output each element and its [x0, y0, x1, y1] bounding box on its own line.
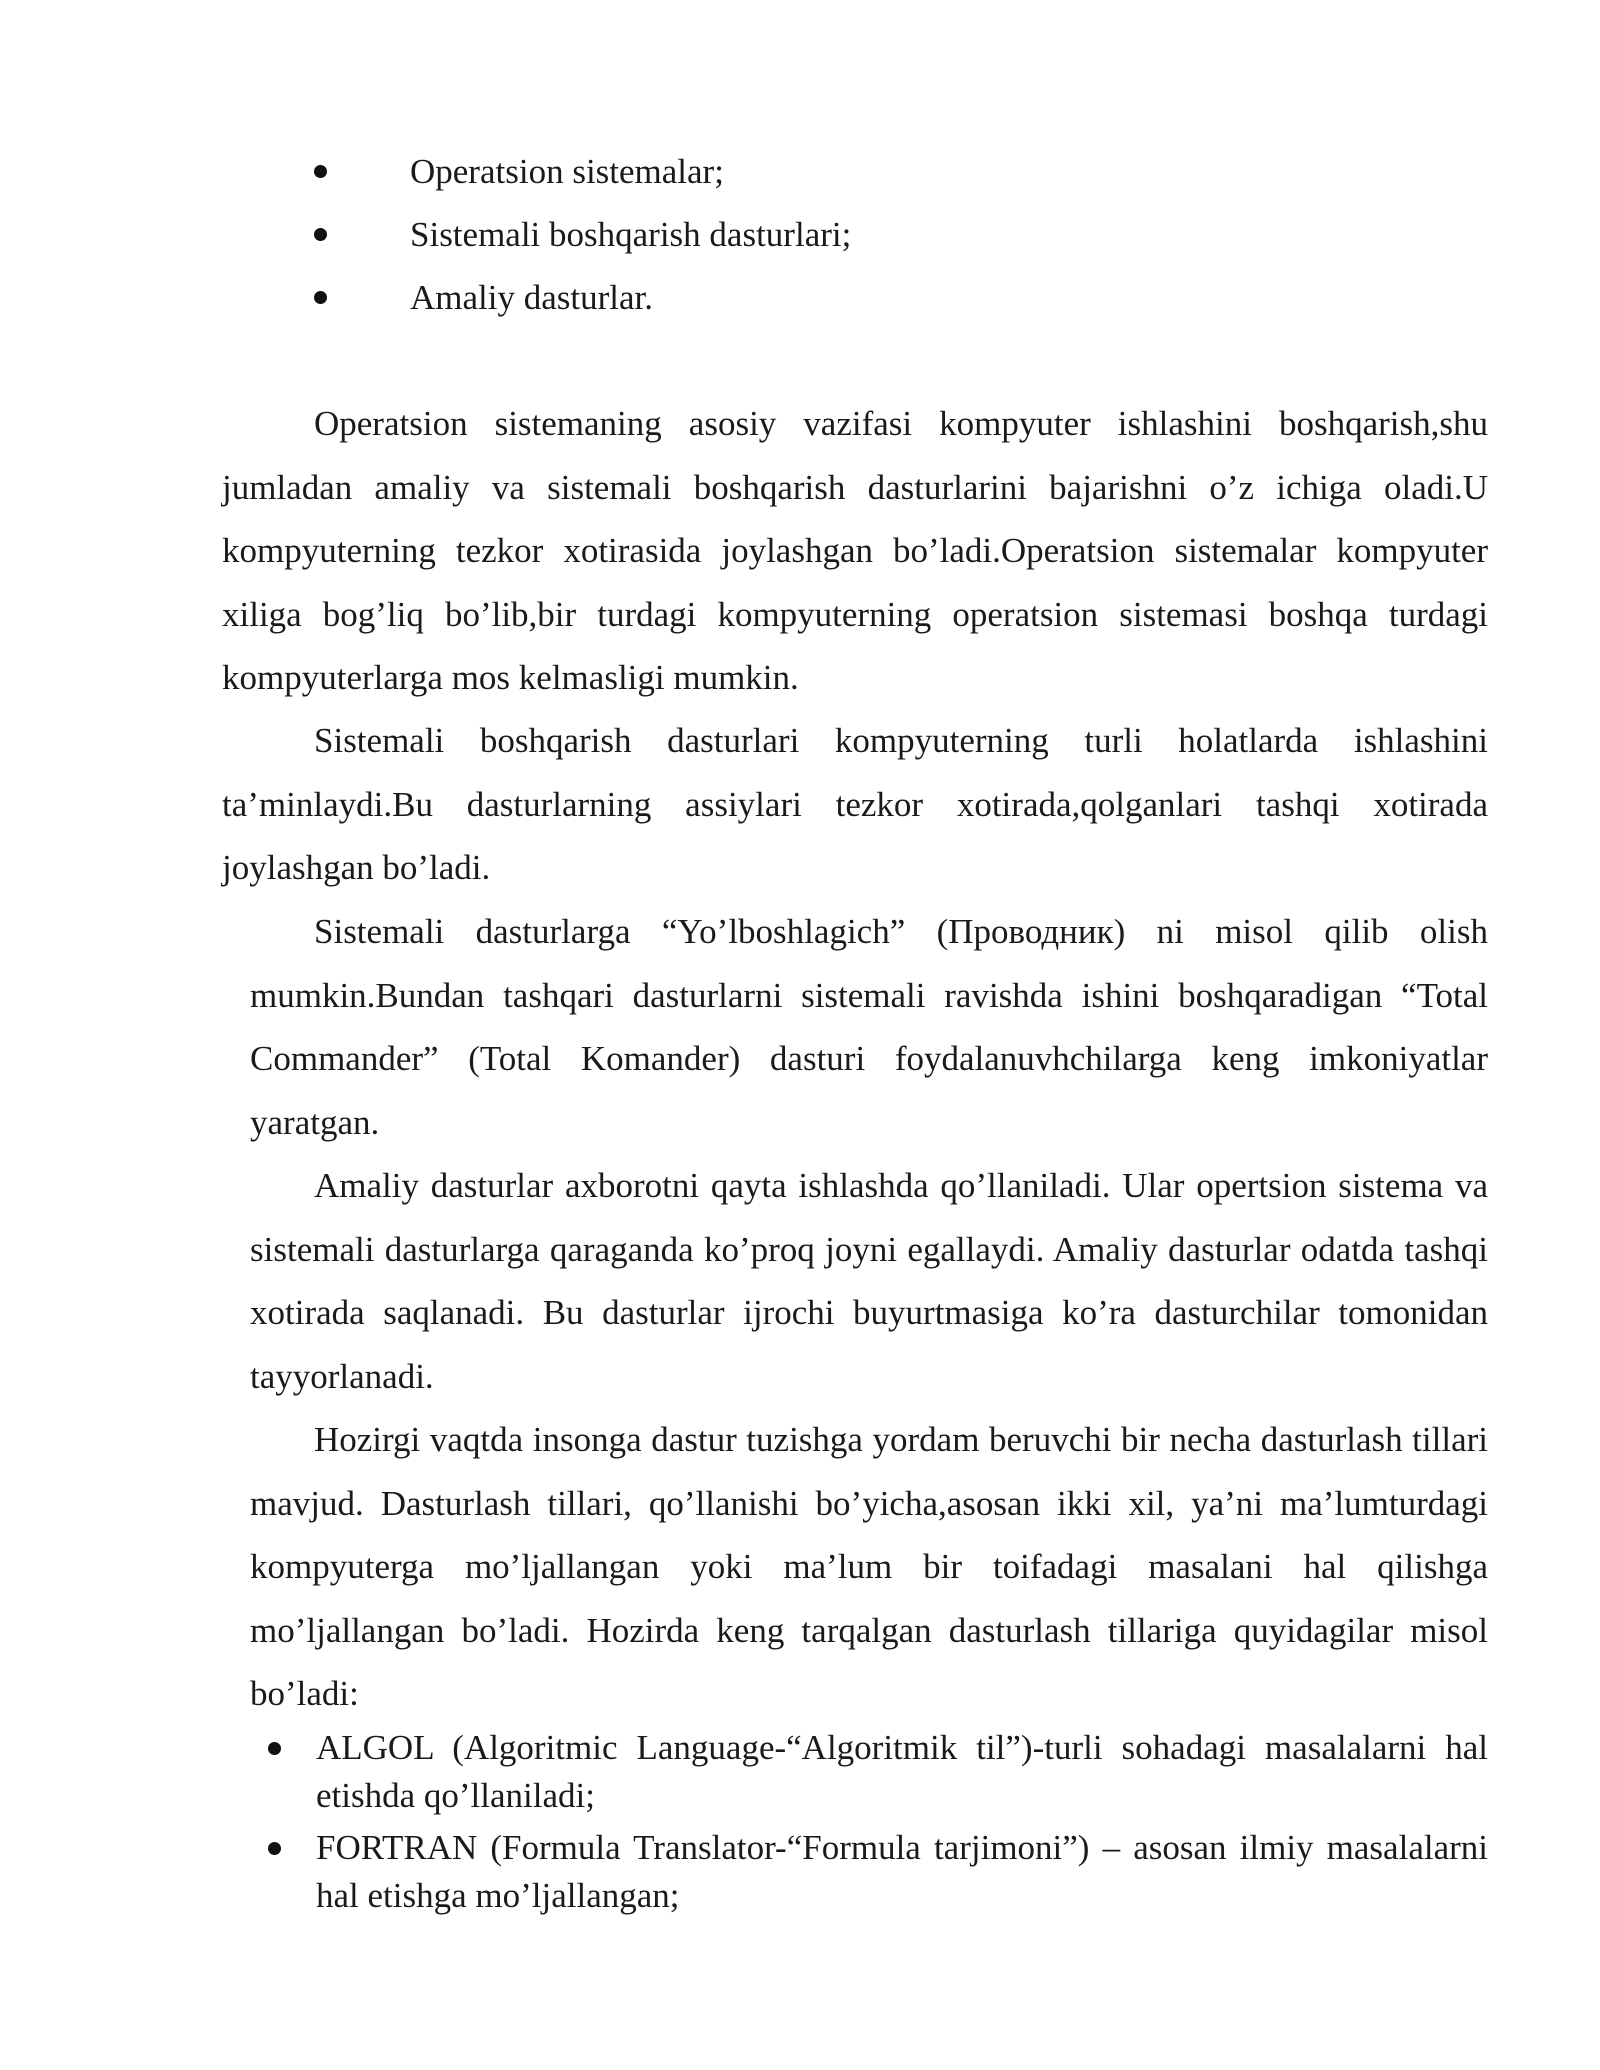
bullet-icon	[268, 1742, 281, 1755]
paragraph-programming-languages: Hozirgi vaqtda insonga dastur tuzishga yordam beruvchi bir necha dasturlash tillari mavjud. Dasturlash tillari, qo’llanishi bo’yicha,asosan ikki xil, ya’ni ma’lumturdagi kompyuterga mo’ljallangan yoki ma’lum bir toifadagi masalani hal qilishga mo’ljallangan bo’ladi. Hozirda keng tarqalgan dasturlash tillariga quyidagilar misol bo’ladi:	[250, 1420, 1488, 1713]
software-types-list	[0, 140, 1600, 329]
list-item	[0, 203, 1600, 266]
paragraph-system-control-programs: Sistemali boshqarish dasturlari kompyuterning turli holatlarda ishlashini ta’minlaydi.Bu dasturlarning assiylari tezkor xotirada,qolganlari tashqi xotirada joylashgan bo’ladi.	[222, 721, 1488, 887]
programming-languages-list	[0, 1724, 1600, 1924]
paragraph-application-programs: Amaliy dasturlar axborotni qayta ishlashda qo’llaniladi. Ular opertsion sistema va sistemali dasturlarga qaraganda ko’proq joyni egallaydi. Amaliy dasturlar odatda tashqi xotirada saqlanadi. Bu dasturlar ijrochi buyurtmasiga ko’ra dasturchilar tomonidan tayyorlanadi.	[250, 1166, 1488, 1396]
list-item-text: Sistemali boshqarish dasturlari;	[410, 215, 852, 254]
list-item	[0, 1724, 1600, 1820]
bullet-icon	[268, 1842, 281, 1855]
paragraph-operating-systems: Operatsion sistemaning asosiy vazifasi kompyuter ishlashini boshqarish,shu jumladan amaliy va sistemali boshqarish dasturlarini bajarishni o’z ichiga oladi.U kompyuterning tezkor xotirasida joylashgan bo’ladi.Operatsion sistemalar kompyuter xiliga bog’liq bo’lib,bir turdagi kompyuterning operatsion sistemasi boshqa turdagi kompyuterlarga mos kelmasligi mumkin.	[222, 404, 1488, 697]
bullet-icon	[314, 291, 327, 304]
bullet-icon	[314, 165, 327, 178]
list-item	[0, 1824, 1600, 1920]
paragraph-system-programs-examples: Sistemali dasturlarga “Yo’lboshlagich” (Проводник) ni misol qilib olish mumkin.Bundan tashqari dasturlarni sistemali ravishda ishini boshqaradigan “Total Commander” (Total Komander) dasturi foydalanuvhchilarga keng imkoniyatlar yaratgan.	[250, 912, 1488, 1142]
list-item-text: Operatsion sistemalar;	[410, 152, 724, 191]
list-item-text: ALGOL (Algoritmic Language-“Algoritmik til”)-turli sohadagi masalalarni hal etishda qo’llaniladi;	[316, 1728, 1488, 1815]
list-item	[0, 140, 1600, 203]
list-item-text: FORTRAN (Formula Translator-“Formula tarjimoni”) – asosan ilmiy masalalarni hal etishga mo’ljallangan;	[316, 1828, 1488, 1915]
list-item-text: Amaliy dasturlar.	[410, 278, 654, 317]
bullet-icon	[314, 228, 327, 241]
list-item	[0, 266, 1600, 329]
